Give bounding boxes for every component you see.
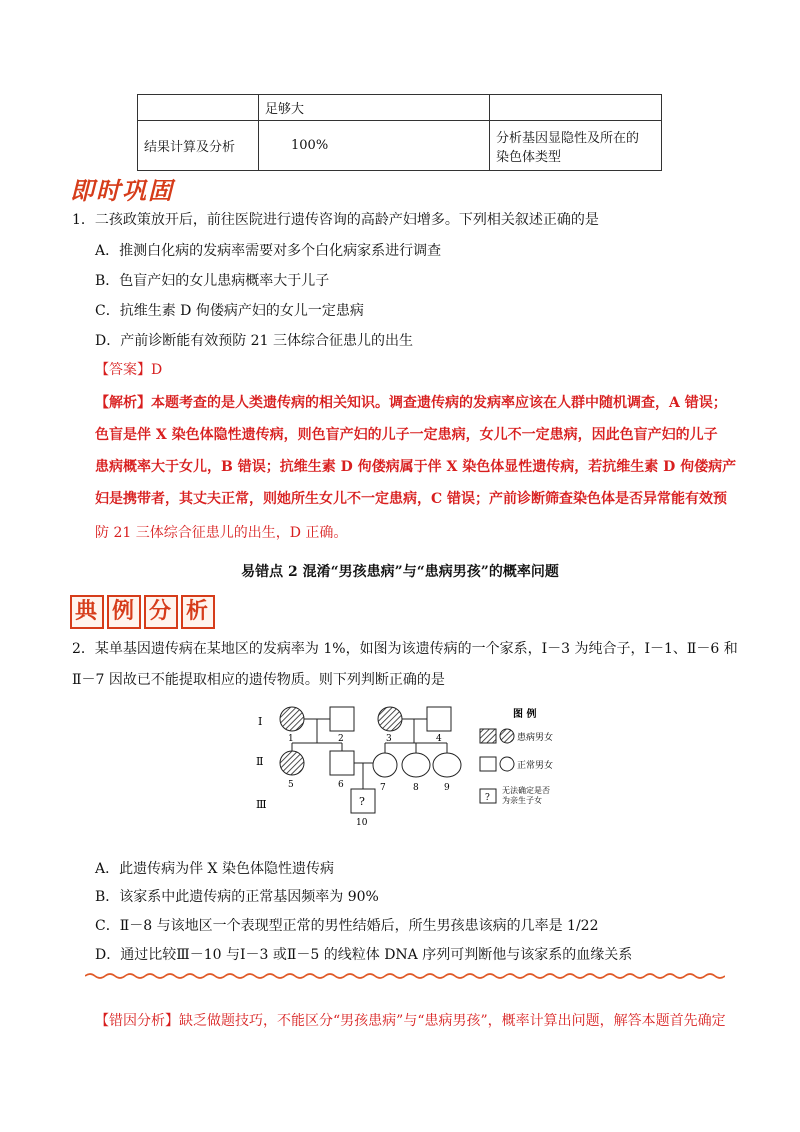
table-cell: 结果计算及分析 — [138, 121, 259, 171]
table-cell-line: 染色体类型 — [496, 149, 562, 165]
banner-consolidation: 即时巩固 — [70, 177, 174, 205]
individual-II-9-normal-female — [433, 753, 461, 777]
table-cell-line: 分析基因显隐性及所在的 — [496, 130, 640, 146]
generation-label: Ⅲ — [256, 798, 267, 811]
individual-II-7-normal-female — [373, 753, 397, 777]
q1-stem: 1．二孩政策放开后，前往医院进行遗传咨询的高龄产妇增多。下列相关叙述正确的是 — [72, 212, 599, 228]
individual-I-3-affected-female — [378, 707, 402, 731]
individual-id: 4 — [436, 734, 442, 744]
legend-label: 正常男女 — [517, 761, 554, 771]
banner-char: 分 — [144, 595, 178, 629]
q2-option-a: A．此遗传病为伴 X 染色体隐性遗传病 — [95, 861, 334, 877]
table-cell: 足够大 — [259, 95, 490, 121]
individual-id: 1 — [288, 734, 294, 744]
q2-stem-line2: Ⅱ－7 因故已不能提取相应的遗传物质。则下列判断正确的是 — [72, 672, 445, 688]
q1-analysis-line: 妇是携带者，其丈夫正常，则她所生女儿不一定患病，C 错误；产前诊断筛查染色体是否异常能有效预 — [95, 491, 728, 507]
q1-option-a: A．推测白化病的发病率需要对多个白化病家系进行调查 — [95, 243, 442, 259]
q1-analysis-line: 【解析】本题考查的是人类遗传病的相关知识。调查遗传病的发病率应该在人群中随机调查，A 错误； — [95, 395, 727, 411]
table-cell — [490, 121, 662, 171]
generation-label: Ⅱ — [256, 755, 264, 768]
banner-example-analysis — [70, 595, 218, 629]
table-cell: 100% — [259, 121, 490, 171]
banner-char: 例 — [107, 595, 141, 629]
banner-char: 析 — [181, 595, 215, 629]
individual-I-2-normal-male — [330, 707, 354, 731]
q2-option-c: C．Ⅱ－8 与该地区一个表现型正常的男性结婚后，所生男孩患该病的几率是 1/22 — [95, 918, 599, 934]
legend-label: 患病男女 — [517, 733, 554, 743]
wavy-divider — [85, 972, 725, 980]
individual-id: 10 — [356, 818, 368, 828]
legend-affected-female-symbol — [500, 729, 514, 743]
individual-II-6-normal-male — [330, 751, 354, 775]
q1-answer: 【答案】D — [95, 362, 163, 378]
table-cell — [490, 95, 662, 121]
q2-error-analysis: 【错因分析】缺乏做题技巧，不能区分“男孩患病”与“患病男孩”，概率计算出问题，解答本题首先确定 — [95, 1013, 726, 1029]
individual-II-8-normal-female — [402, 753, 430, 777]
q1-option-b: B．色盲产妇的女儿患病概率大于儿子 — [95, 273, 330, 289]
table-cell — [138, 95, 259, 121]
legend-label: 为亲生子女 — [502, 796, 542, 805]
q1-option-c: C．抗维生素 D 佝偻病产妇的女儿一定患病 — [95, 303, 364, 319]
individual-id: 9 — [444, 783, 450, 793]
unknown-mark: ? — [359, 795, 365, 808]
q1-option-d: D．产前诊断能有效预防 21 三体综合征患儿的出生 — [95, 333, 413, 349]
section-title: 易错点 2 混淆“男孩患病”与“患病男孩”的概率问题 — [241, 564, 559, 580]
individual-I-4-normal-male — [427, 707, 451, 731]
legend-label: 无法确定是否 — [502, 786, 550, 795]
q2-option-d: D．通过比较Ⅲ－10 与Ⅰ－3 或Ⅱ－5 的线粒体 DNA 序列可判断他与该家系的血缘关系 — [95, 947, 633, 963]
individual-I-1-affected-female — [280, 707, 304, 731]
individual-II-5-affected-female — [280, 751, 304, 775]
individual-id: 3 — [386, 734, 392, 744]
q1-analysis-line: 色盲是伴 X 染色体隐性遗传病，则色盲产妇的儿子一定患病，女儿不一定患病，因此色盲产妇的儿子 — [95, 427, 718, 443]
q2-option-b: B．该家系中此遗传病的正常基因频率为 90% — [95, 889, 379, 905]
unknown-mark: ? — [485, 793, 490, 803]
individual-id: 2 — [338, 734, 344, 744]
banner-char: 典 — [70, 595, 104, 629]
individual-id: 7 — [380, 783, 386, 793]
legend-normal-male-symbol — [480, 757, 496, 771]
legend-title: 图 例 — [513, 709, 537, 720]
q1-analysis-line: 患病概率大于女儿，B 错误；抗维生素 D 佝偻病属于伴 X 染色体显性遗传病，若抗维生素 D 佝偻病产 — [95, 459, 737, 475]
q1-analysis-line: 防 21 三体综合征患儿的出生，D 正确。 — [95, 525, 348, 541]
individual-id: 5 — [288, 780, 294, 790]
legend-affected-male-symbol — [480, 729, 496, 743]
top-table — [137, 94, 662, 171]
q2-stem-line1: 2．某单基因遗传病在某地区的发病率为 1%，如图为该遗传病的一个家系，Ⅰ－3 为纯合子，Ⅰ－1、Ⅱ－6 和 — [72, 641, 738, 657]
legend-normal-female-symbol — [500, 757, 514, 771]
individual-id: 8 — [413, 783, 419, 793]
pedigree-diagram — [240, 695, 610, 830]
individual-id: 6 — [338, 780, 344, 790]
generation-label: Ⅰ — [258, 715, 263, 728]
